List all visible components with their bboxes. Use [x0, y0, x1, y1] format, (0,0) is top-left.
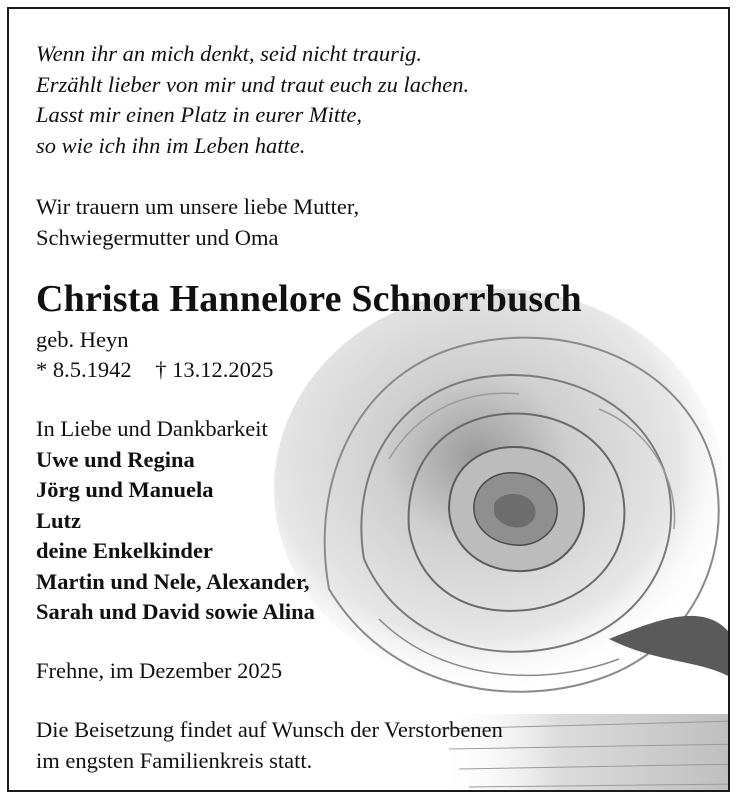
deceased-name: Christa Hannelore Schnorrbusch — [36, 278, 582, 320]
burial-line: im engsten Familienkreis statt. — [36, 747, 313, 773]
place-date: Frehne, im Dezember 2025 — [36, 658, 283, 683]
mourner-name: deine Enkelkinder — [36, 538, 213, 563]
mourner-name: Sarah und David sowie Alina — [36, 599, 315, 624]
poem-line: Lasst mir einen Platz in eurer Mitte, — [36, 102, 363, 127]
life-dates — [36, 355, 273, 385]
mourner-name: Jörg und Manuela — [36, 477, 214, 502]
death-date: † 13.12.2025 — [155, 357, 274, 382]
poem-line: Erzählt lieber von mir und traut euch zu lachen. — [36, 71, 470, 97]
rose-icon — [269, 259, 730, 792]
obituary-frame — [7, 7, 730, 792]
mourning-intro — [36, 192, 359, 253]
intro-line: Wir trauern um unsere liebe Mutter, — [36, 194, 360, 219]
burial-note — [36, 715, 503, 776]
mourner-name: Lutz — [36, 507, 81, 533]
burial-line: Die Beisetzung findet auf Wunsch der Verstorbenen — [36, 717, 503, 742]
birth-name: geb. Heyn — [36, 327, 129, 352]
birth-date: * 8.5.1942 — [36, 357, 132, 382]
poem-line: so wie ich ihn im Leben hatte. — [36, 132, 306, 158]
mourners-list — [36, 414, 315, 628]
mourner-name: Uwe und Regina — [36, 446, 195, 472]
poem — [36, 39, 469, 161]
mourners-intro: In Liebe und Dankbarkeit — [36, 416, 268, 441]
poem-line: Wenn ihr an mich denkt, seid nicht traurig. — [36, 41, 423, 66]
intro-line: Schwiegermutter und Oma — [36, 224, 279, 250]
mourner-name: Martin und Nele, Alexander, — [36, 568, 310, 594]
